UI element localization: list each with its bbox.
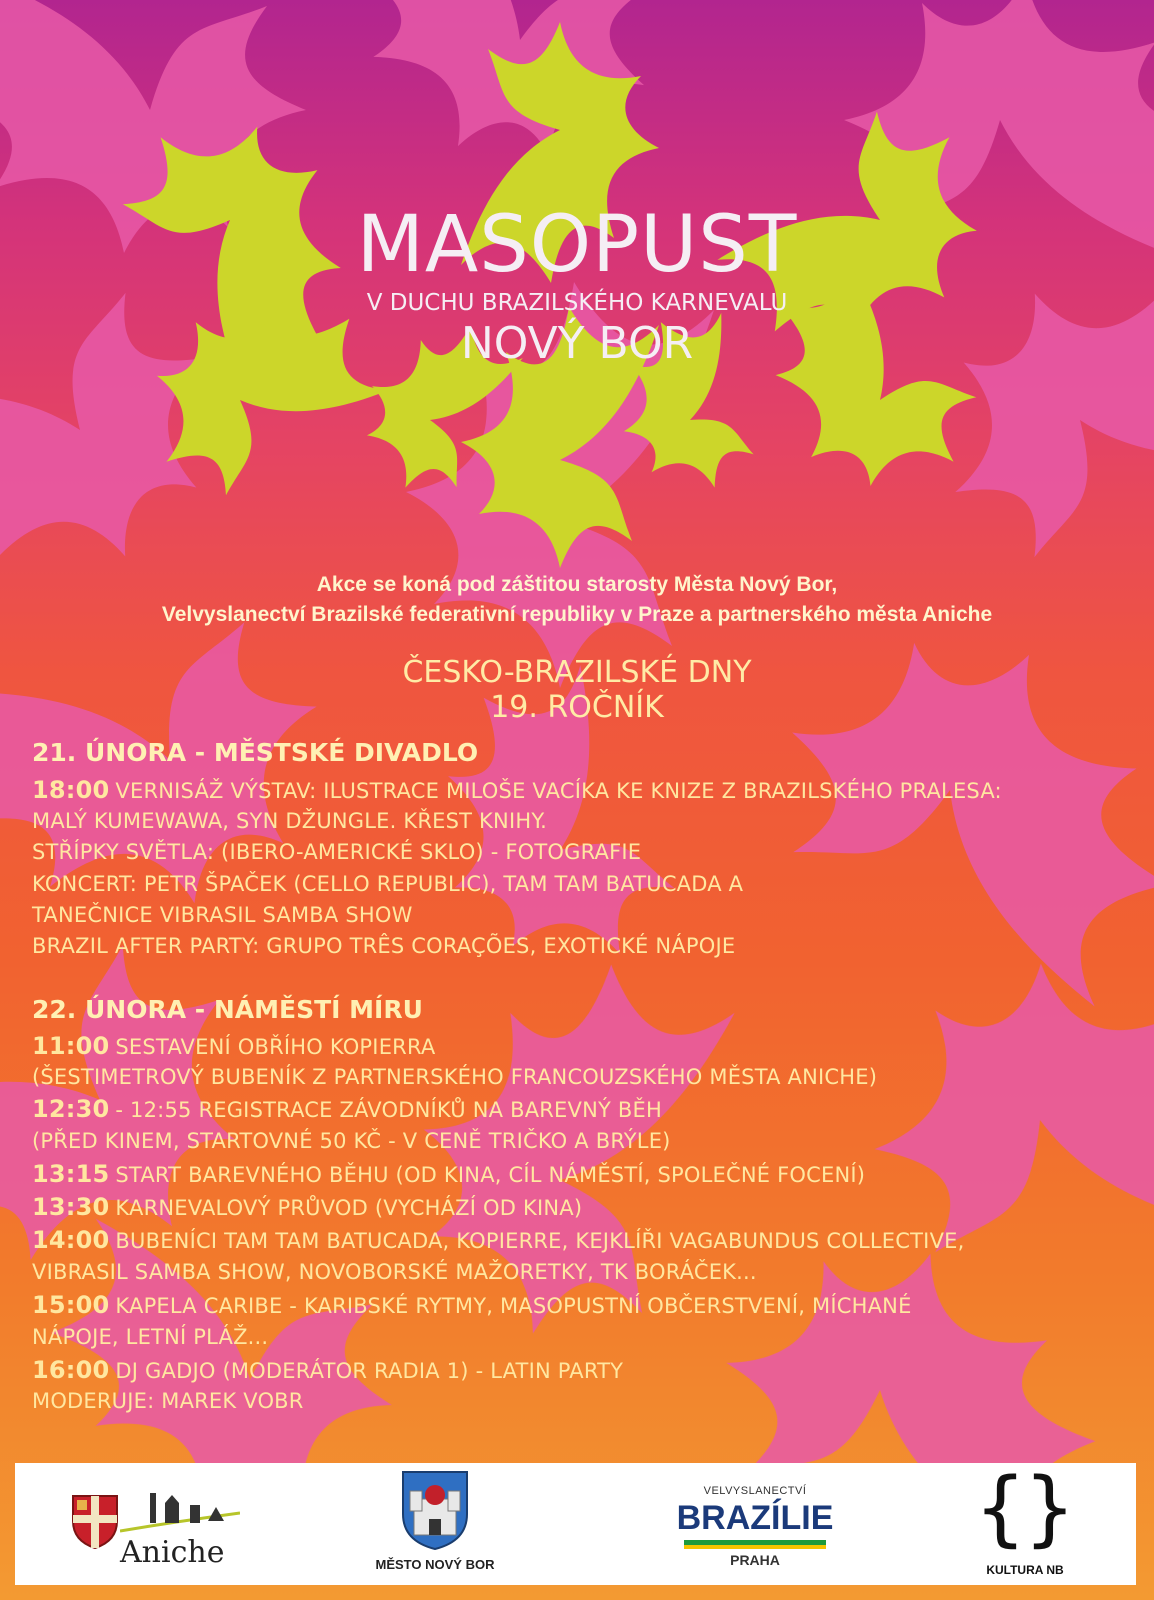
program-time: 12:30 — [32, 1095, 110, 1123]
poster-city: NOVÝ BOR — [460, 318, 694, 369]
program-time: 15:00 — [32, 1291, 110, 1319]
program-line — [32, 1226, 964, 1254]
novy-bor-logo — [355, 1469, 515, 1581]
program-text: START BAREVNÉHO BĚHU (OD KINA, CÍL NÁMĚSTÍ, SPOLEČNÉ FOCENÍ) — [115, 1163, 866, 1187]
program-line — [32, 1356, 623, 1384]
program-text: STŘÍPKY SVĚTLA: (IBERO-AMERICKÉ SKLO) - FOTOGRAFIE — [32, 840, 642, 864]
program-text: KONCERT: PETR ŠPAČEK (CELLO REPUBLIC), TAM TAM BATUCADA A — [32, 872, 744, 896]
program-line — [32, 1193, 582, 1221]
kultura-label: KULTURA NB — [986, 1563, 1064, 1577]
aniche-label: Aniche — [120, 1535, 225, 1570]
program-time: 14:00 — [32, 1226, 110, 1254]
aniche-skyline-icon — [120, 1483, 240, 1533]
day2-header: 22. ÚNORA - NÁMĚSTÍ MÍRU — [32, 995, 423, 1024]
novy-bor-label: MĚSTO NOVÝ BOR — [375, 1557, 495, 1572]
program-line — [32, 776, 1002, 804]
program-text: KAPELA CARIBE - KARIBSKÉ RYTMY, MASOPUSTNÍ OBČERSTVENÍ, MÍCHANÉ — [115, 1294, 912, 1318]
program-text: VERNISÁŽ VÝSTAV: ILUSTRACE MILOŠE VACÍKA KE KNIZE Z BRAZILSKÉHO PRALESA: — [115, 779, 1002, 803]
embassy-top-label: VELVYSLANECTVÍ — [703, 1485, 807, 1497]
event-edition: 19. ROČNÍK — [490, 690, 664, 725]
program-text: BUBENÍCI TAM TAM BATUCADA, KOPIERRE, KEJKLÍŘI VAGABUNDUS COLLECTIVE, — [115, 1229, 965, 1253]
program-line — [32, 1160, 865, 1188]
program-time: 18:00 — [32, 776, 110, 804]
program-text: TANEČNICE VIBRASIL SAMBA SHOW — [32, 903, 413, 927]
embassy-yellow-stripe — [684, 1545, 826, 1549]
program-line — [32, 934, 735, 958]
program-text: NÁPOJE, LETNÍ PLÁŽ... — [32, 1325, 269, 1349]
program-text: KARNEVALOVÝ PRŮVOD (VYCHÁZÍ OD KINA) — [115, 1196, 583, 1220]
event-name: ČESKO-BRAZILSKÉ DNY — [402, 655, 752, 690]
kultura-bracket-icon: {} — [975, 1461, 1075, 1556]
aniche-crest-icon — [65, 1491, 125, 1551]
program-text: MODERUJE: MAREK VOBR — [32, 1389, 304, 1413]
embassy-bottom-label: PRAHA — [730, 1552, 780, 1568]
program-time: 11:00 — [32, 1032, 110, 1060]
program-text: DJ GADJO (MODERÁTOR RADIA 1) - LATIN PARTY — [115, 1359, 624, 1383]
program-text: - 12:55 REGISTRACE ZÁVODNÍKŮ NA BAREVNÝ BĚH — [115, 1098, 662, 1122]
program-text: BRAZIL AFTER PARTY: GRUPO TRÊS CORAÇÕES, EXOTICKÉ NÁPOJE — [32, 934, 736, 958]
program-text: (ŠESTIMETROVÝ BUBENÍK Z PARTNERSKÉHO FRANCOUZSKÉHO MĚSTA ANICHE) — [32, 1065, 878, 1089]
program-line — [32, 872, 743, 896]
embassy-brazil-logo — [670, 1485, 840, 1570]
program-line — [32, 903, 413, 927]
program-line — [32, 809, 547, 833]
program-time: 16:00 — [32, 1356, 110, 1384]
program-line — [32, 1291, 912, 1319]
poster-title: MASOPUST — [356, 200, 798, 290]
program-line — [32, 1129, 671, 1153]
aniche-logo — [65, 1483, 245, 1573]
poster-subtitle: V DUCHU BRAZILSKÉHO KARNEVALU — [366, 290, 788, 316]
program-line — [32, 1325, 268, 1349]
program-line — [32, 1032, 435, 1060]
program-text: (PŘED KINEM, STARTOVNÉ 50 KČ - V CENĚ TRIČKO A BRÝLE) — [32, 1129, 671, 1153]
program-line — [32, 1389, 304, 1413]
program-line — [32, 840, 641, 864]
day1-header: 21. ÚNORA - MĚSTSKÉ DIVADLO — [32, 738, 479, 767]
partner-logo-bar — [15, 1463, 1136, 1585]
program-time: 13:15 — [32, 1160, 110, 1188]
program-line — [32, 1065, 877, 1089]
program-time: 13:30 — [32, 1193, 110, 1221]
patronage-line-1: Akce se koná pod záštitou starosty Města Nový Bor, — [316, 573, 838, 596]
program-line — [32, 1095, 662, 1123]
program-text: SESTAVENÍ OBŘÍHO KOPIERRA — [115, 1035, 436, 1059]
kultura-nb-logo — [975, 1461, 1085, 1581]
patronage-line-2: Velvyslanectví Brazilské federativní republiky v Praze a partnerského města Aniche — [161, 603, 993, 626]
program-text: MALÝ KUMEWAWA, SYN DŽUNGLE. KŘEST KNIHY. — [32, 809, 547, 833]
embassy-main-label: BRAZÍLIE — [676, 1499, 834, 1537]
program-line — [32, 1260, 757, 1284]
program-text: VIBRASIL SAMBA SHOW, NOVOBORSKÉ MAŽORETKY, TK BORÁČEK... — [32, 1260, 757, 1284]
novy-bor-coat-of-arms-icon — [400, 1469, 470, 1551]
